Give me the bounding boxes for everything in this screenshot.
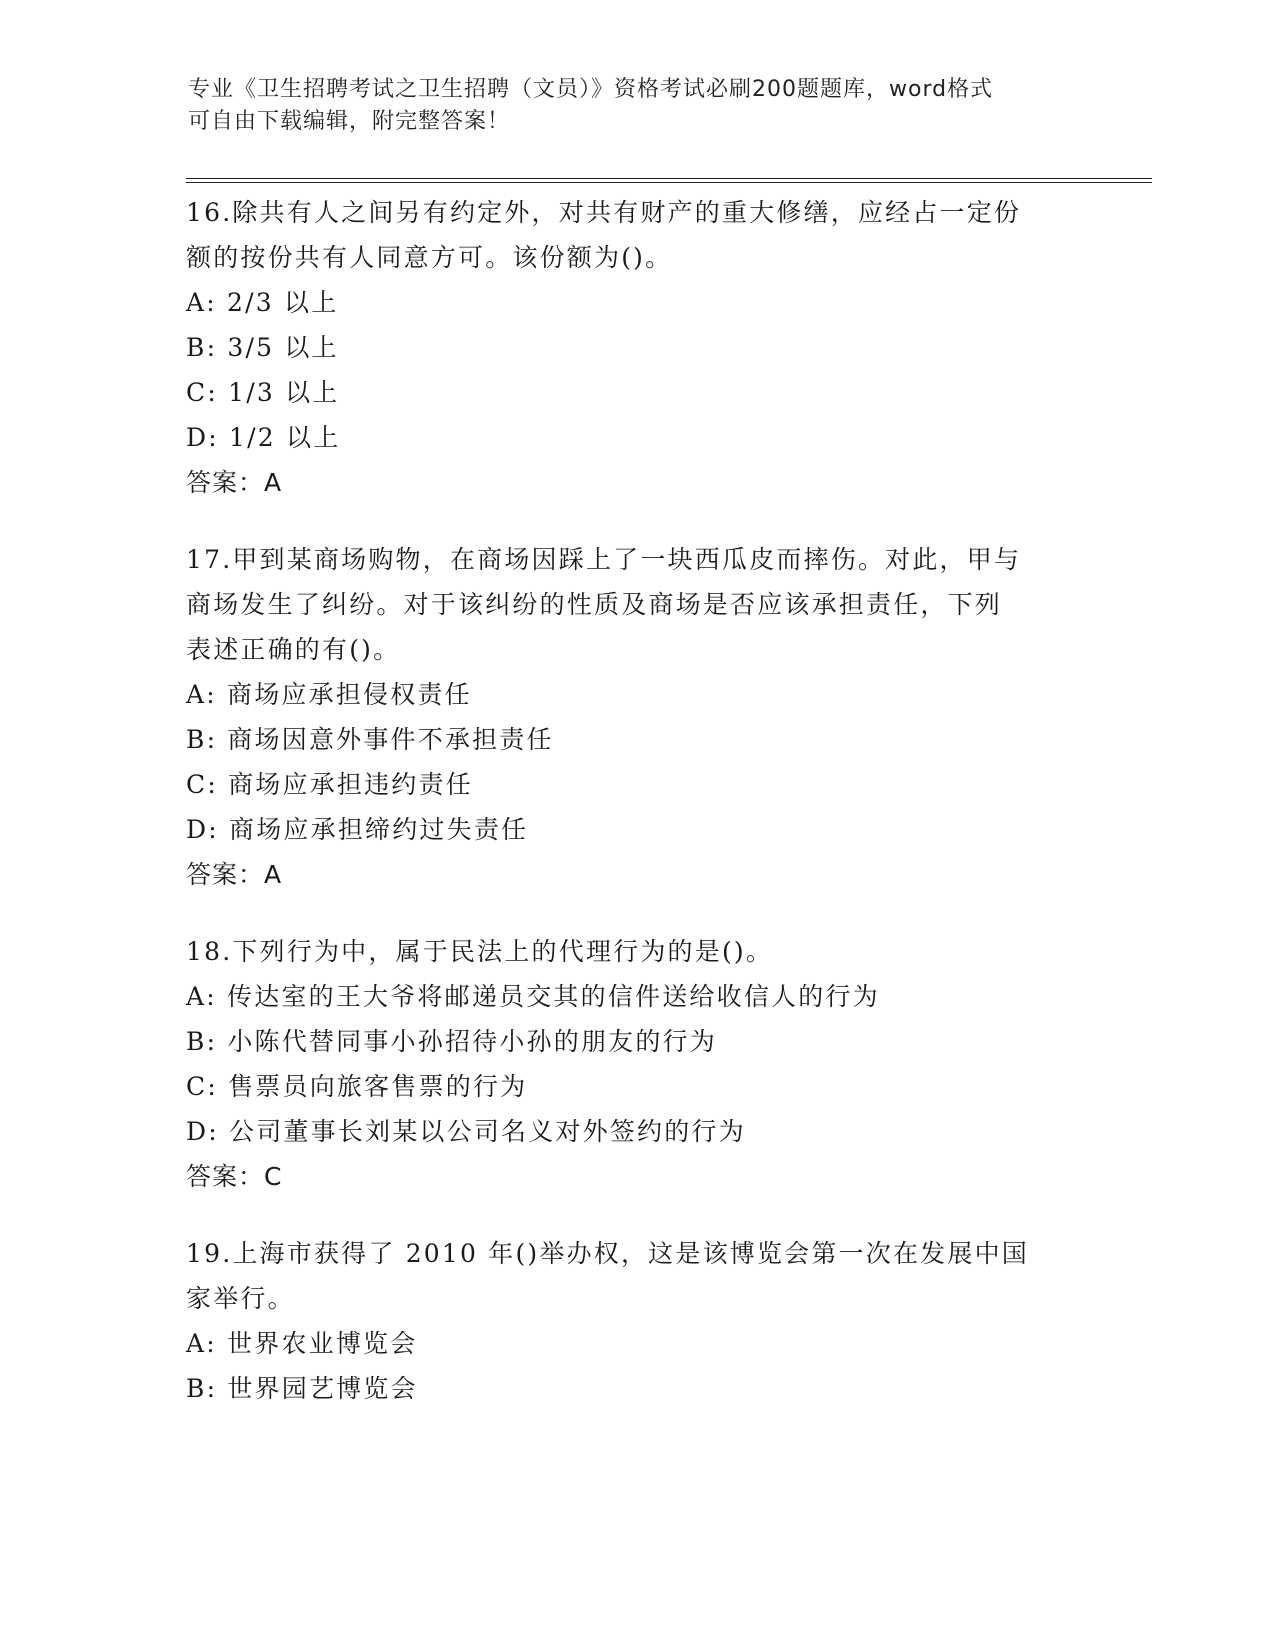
option-d: D: 公司董事长刘某以公司名义对外签约的行为 — [186, 1117, 746, 1146]
question-text: 商场发生了纠纷。对于该纠纷的性质及商场是否应该承担责任，下列 — [186, 590, 1003, 619]
option-b: B: 3/5 以上 — [186, 333, 339, 362]
question-text: 16.除共有人之间另有约定外，对共有财产的重大修缮，应经占一定份 — [186, 198, 1022, 227]
question-text: 18.下列行为中，属于民法上的代理行为的是()。 — [186, 937, 774, 966]
question-17 — [186, 537, 1086, 897]
answer: 答案：A — [186, 860, 283, 889]
question-19 — [186, 1231, 1086, 1411]
option-c: C: 商场应承担违约责任 — [186, 770, 473, 799]
question-16 — [186, 190, 1086, 505]
option-b: B: 商场因意外事件不承担责任 — [186, 725, 554, 754]
question-text: 表述正确的有()。 — [186, 635, 401, 664]
option-b: B: 小陈代替同事小孙招待小孙的朋友的行为 — [186, 1027, 717, 1056]
header-line-1: 专业《卫生招聘考试之卫生招聘（文员）》资格考试必刷200题题库，word格式 — [188, 77, 994, 102]
document-header — [188, 74, 1068, 138]
question-text: 额的按份共有人同意方可。该份额为()。 — [186, 243, 673, 272]
option-a: A: 2/3 以上 — [186, 288, 339, 317]
option-c: C: 售票员向旅客售票的行为 — [186, 1072, 528, 1101]
question-text: 家举行。 — [186, 1284, 295, 1313]
header-line-2: 可自由下载编辑，附完整答案！ — [188, 109, 511, 134]
option-a: A: 世界农业博览会 — [186, 1329, 418, 1358]
header-divider-bottom — [186, 182, 1152, 183]
option-d: D: 1/2 以上 — [186, 423, 341, 452]
option-c: C: 1/3 以上 — [186, 378, 340, 407]
answer: 答案：C — [186, 1162, 283, 1191]
header-divider-top — [186, 178, 1152, 179]
question-text: 19.上海市获得了 2010 年()举办权，这是该博览会第一次在发展中国 — [186, 1239, 1029, 1268]
option-d: D: 商场应承担缔约过失责任 — [186, 815, 529, 844]
answer: 答案：A — [186, 468, 283, 497]
question-18 — [186, 929, 1086, 1199]
option-a: A: 传达室的王大爷将邮递员交其的信件送给收信人的行为 — [186, 982, 880, 1011]
question-text: 17.甲到某商场购物，在商场因踩上了一块西瓜皮而摔伤。对此，甲与 — [186, 545, 1022, 574]
question-list — [186, 190, 1086, 1443]
option-b: B: 世界园艺博览会 — [186, 1374, 418, 1403]
option-a: A: 商场应承担侵权责任 — [186, 680, 472, 709]
